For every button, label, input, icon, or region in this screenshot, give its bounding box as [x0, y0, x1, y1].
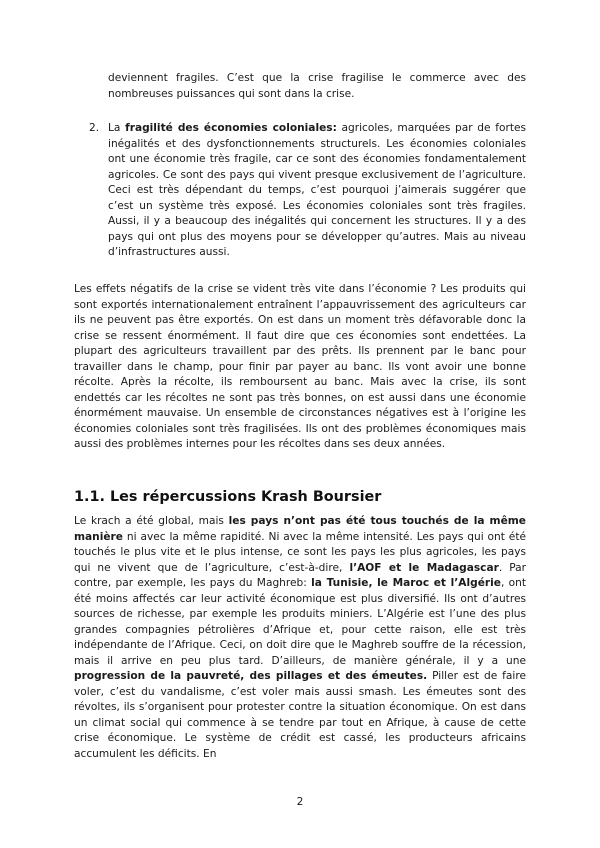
list-item-body — [108, 121, 526, 261]
list-number: 2. — [89, 122, 100, 134]
list-item-bold-lead: fragilité des économies coloniales: — [125, 122, 337, 134]
p2-text-3: . Par contre, par exemple, les pays du Maghreb: — [74, 561, 527, 589]
page-number: 2 — [296, 796, 304, 808]
p2-text-4: , ont été moins affectés car leur activité économique est plus diversifié. Ils ont d’autres sources de richesse, par exemple les produits miniers. L’Algérie est l’une des plus grandes compagnies pétrolières d’Afrique et, pour cette raison, elle est très indépendante de l’Afrique. Ceci, on doit dire que le Maghreb souffre de la récession, mais il arrive en peu plus tard. D’ailleurs, de manière générale, il y a une — [74, 577, 526, 667]
body-paragraph-2 — [74, 514, 526, 762]
p2-bold-4: progression de la pauvreté, des pillages et des émeutes. — [74, 670, 428, 682]
list-item-prefix: La — [108, 122, 121, 134]
p2-text-1: Le krach a été global, mais — [74, 515, 224, 527]
p2-text-2: ni avec la même rapidité. Ni avec la même intensité. Les pays qui ont été touchés le plus vite et le plus intense, ce sont les pays les plus agricoles, les pays qui ne vivent que de l’agriculture, c’est-à-dire, — [74, 530, 526, 574]
p2-bold-3: la Tunisie, le Maroc et l’Algérie — [311, 577, 501, 589]
continuation-paragraph: deviennent fragiles. C’est que la crise fragilise le commerce avec des nombreuses puissances qui sont dans la crise. — [108, 72, 526, 100]
p2-text-5: Piller est de faire voler, c’est du vandalisme, c’est voler mais aussi smash. Les émeutes sont des révoltes, ils s’organisent pour protester contre la situation économique. On est dans un climat social qui commence à se tendre par tout en Afrique, à cause de cette crise économique. Le système de crédit est cassé, les producteurs africains accumulent les déficits. En — [74, 670, 526, 760]
list-item-text: agricoles, marquées par de fortes inégalités et des dysfonctionnements structurels. Les économies coloniales ont une économie très fragile, car ce sont des économies fondamentalement agricoles. Ce sont des pays qui vivent presque exclusivement de l’agriculture. Ceci est très dépendant du temps, c’est pourquoi j’aimerais suggérer que c’est un système très exposé. Les économies coloniales sont très fragiles. Aussi, il y a beaucoup des inégalités qui concernent les structures. Il y a des pays qui ont plus des moyens pour se développer qu’autres. Mais au niveau d’infrastructures aussi. — [108, 122, 527, 258]
p2-bold-1: les pays n’ont pas été tous touchés de la même manière — [74, 515, 526, 543]
body-paragraph-1: Les effets négatifs de la crise se vident très vite dans l’économie ? Les produits qui sont exportés internationalement entraînent l’appauvrissement des agriculteurs car ils ne peuvent pas être exportés. On est dans un moment très défavorable donc la crise se ressent énormément. Il faut dire que ces économies sont endettées. La plupart des agriculteurs travaillent par des prêts. Ils prennent par le banc pour travailler dans le champ, pour finir par payer au banc. Ils vont avoir une bonne récolte. Après la récolte, ils remboursent au banc. Mais avec la crise, ils sont endettés car les récoltes ne sont pas très bonnes, on est aussi dans une économie énormément mauvaise. Un ensemble de circonstances négatives est à l’origine les économies coloniales sont très fragilisées. Ils ont des problèmes économiques mais aussi des problèmes internes pour les récoltes dans ses deux années. — [74, 283, 526, 450]
p2-bold-2: l’AOF et le Madagascar — [349, 561, 499, 574]
section-heading: 1.1. Les répercussions Krash Boursier — [74, 489, 382, 505]
